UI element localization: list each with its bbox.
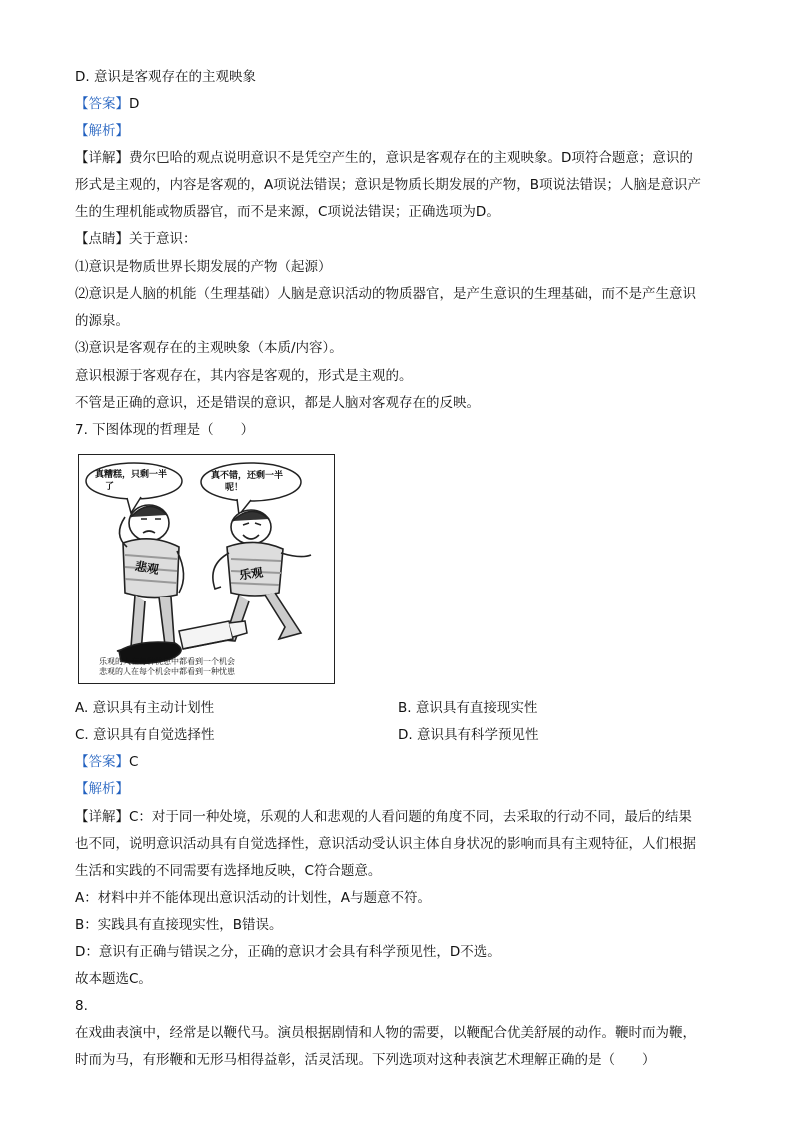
q6-detail-line-1: 【详解】费尔巴哈的观点说明意识不是凭空产生的，意识是客观存在的主观映象。D项符合题意；意识的 (75, 150, 693, 166)
q7-cartoon (78, 454, 335, 684)
q7-option-b: B. 意识具有直接现实性 (398, 700, 538, 716)
left-bubble-text-1: 真糟糕，只剩一半 (95, 470, 168, 480)
q7-detail-line-4: A：材料中并不能体现出意识活动的计划性，A与题意不符。 (75, 890, 431, 906)
answer-value: D (129, 96, 140, 112)
q6-analysis-tag: 【解析】 (75, 123, 129, 139)
q7-detail-line-7: 故本题选C。 (75, 971, 152, 987)
q7-option-a: A. 意识具有主动计划性 (75, 700, 215, 716)
q7-stem: 7. 下图体现的哲理是（ ） (75, 422, 255, 438)
tip-tag: 【点睛】 (75, 231, 129, 247)
q6-tip-line-1: ⑴意识是物质世界长期发展的产物（起源） (75, 259, 332, 275)
detail-tag: 【详解】 (75, 809, 129, 825)
q6-answer (75, 95, 139, 113)
right-bubble-text-1: 真不错，还剩一半 (211, 471, 284, 481)
cartoon-caption-1: 乐观的人在每种忧患中都看到一个机会 (99, 657, 235, 666)
cartoon-drawing (79, 455, 333, 682)
q7-detail-line-1: 【详解】C：对于同一种处境，乐观的人和悲观的人看问题的角度不同，去采取的行动不同，最后的结果 (75, 809, 692, 825)
optimist-shirt-label: 乐观 (238, 565, 264, 583)
left-speech-bubble (86, 463, 182, 499)
q6-detail-line-2: 形式是主观的，内容是客观的，A项说法错误；意识是物质长期发展的产物，B项说法错误；人脑是意识产 (75, 177, 701, 193)
q6-tip-line-4: ⑶意识是客观存在的主观映象（本质/内容）。 (75, 340, 343, 356)
answer-tag: 【答案】 (75, 96, 129, 112)
q6-tip-head: 【点睛】关于意识： (75, 231, 197, 247)
right-speech-bubble (201, 463, 301, 501)
q7-detail-line-5: B：实践具有直接现实性，B错误。 (75, 917, 283, 933)
q6-tip-line-3: 的源泉。 (75, 313, 129, 329)
q8-stem-line-2: 时而为马，有形鞭和无形马相得益彰，活灵活现。下列选项对这种表演艺术理解正确的是（ ） (75, 1052, 656, 1068)
q7-option-d: D. 意识具有科学预见性 (398, 727, 539, 743)
left-bubble-text-2: 了 (105, 482, 115, 492)
q7-detail-line-3: 生活和实践的不同需要有选择地反映，C符合题意。 (75, 863, 382, 879)
pessimist-figure (117, 505, 184, 653)
q6-detail-line-3: 生的生理机能或物质器官，而不是来源，C项说法错误；正确选项为D。 (75, 204, 500, 220)
q7-option-c: C. 意识具有自觉选择性 (75, 727, 215, 743)
q6-tip-line-6: 不管是正确的意识，还是错误的意识，都是人脑对客观存在的反映。 (75, 395, 480, 411)
detail-tag: 【详解】 (75, 150, 129, 166)
answer-tag: 【答案】 (75, 754, 129, 770)
right-bubble-text-2: 呢！ (225, 483, 244, 493)
q7-analysis-tag: 【解析】 (75, 781, 129, 797)
q7-detail-line-2: 也不同，说明意识活动具有自觉选择性，意识活动受认识主体自身状况的影响而具有主观特征，人们根据 (75, 836, 696, 852)
q8-number: 8. (75, 998, 88, 1014)
q6-option-d: D. 意识是客观存在的主观映象 (75, 69, 256, 85)
q8-stem-line-1: 在戏曲表演中，经常是以鞭代马。演员根据剧情和人物的需要，以鞭配合优美舒展的动作。鞭时而为鞭， (75, 1025, 696, 1041)
cartoon-caption-2: 悲观的人在每个机会中都看到一种忧患 (99, 667, 235, 676)
answer-value: C (129, 754, 139, 770)
q7-detail-line-6: D：意识有正确与错误之分，正确的意识才会具有科学预见性，D不选。 (75, 944, 501, 960)
q7-answer (75, 753, 138, 771)
pessimist-shirt-label: 悲观 (133, 559, 160, 577)
q6-tip-line-2: ⑵意识是人脑的机能（生理基础）人脑是意识活动的物质器官，是产生意识的生理基础，而不是产生意识 (75, 286, 696, 302)
q6-tip-line-5: 意识根源于客观存在，其内容是客观的，形式是主观的。 (75, 368, 413, 384)
